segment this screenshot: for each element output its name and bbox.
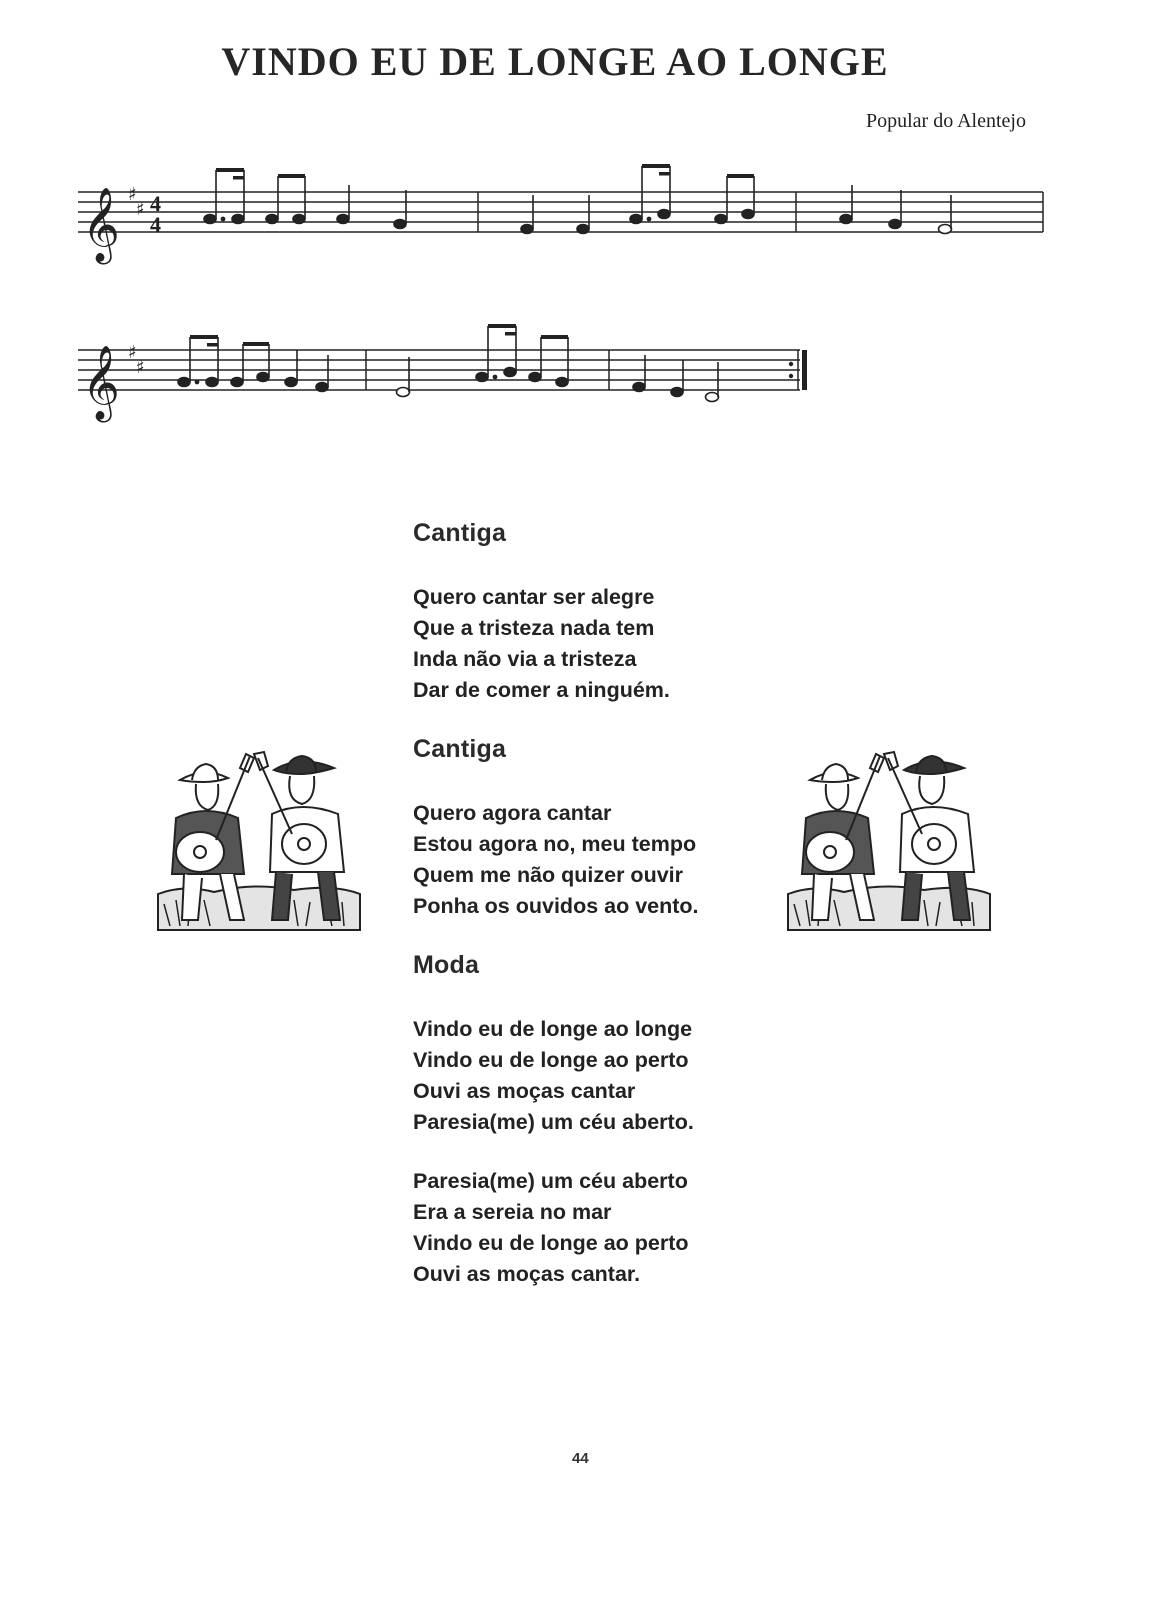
lyric-line: Vindo eu de longe ao perto [413,1048,689,1072]
note [633,383,645,392]
time-signature-top: 4 [150,191,161,216]
guitar-players-illustration-right [784,744,996,944]
note [257,373,269,382]
lyric-line: Dar de comer a ninguém. [413,678,670,702]
lyric-line: Vindo eu de longe ao perto [413,1231,689,1255]
stanza-4 [413,1166,833,1290]
lyric-line: Quero agora cantar [413,801,612,825]
lyric-line: Paresia(me) um céu aberto [413,1169,688,1193]
stanza-1 [413,518,833,706]
note [178,378,190,387]
repeat-dot [789,374,793,378]
note [206,378,218,387]
note [476,373,488,382]
time-signature-bottom: 4 [150,212,161,237]
song-subtitle: Popular do Alentejo [866,110,1026,132]
lyric-line: Quem me não quizer ouvir [413,863,683,887]
note [231,378,243,387]
lyrics [413,518,833,1290]
music-staff-2 [0,0,1163,440]
lyric-line: Quero cantar ser alegre [413,585,655,609]
note [671,388,683,397]
note [504,368,516,377]
treble-clef-icon: 𝄞 [82,346,120,420]
final-barline [802,350,807,390]
stanza-2 [413,734,833,922]
half-note [397,388,410,397]
lyric-line: Paresia(me) um céu aberto. [413,1110,694,1134]
sharp-icon: ♯ [136,199,145,220]
sharp-icon: ♯ [128,184,137,205]
half-note [706,393,719,402]
repeat-dot [789,362,793,366]
stanza-heading: Moda [413,951,480,979]
note [529,373,541,382]
lyric-line: Era a sereia no mar [413,1200,612,1224]
treble-clef-icon: 𝄞 [82,188,120,262]
lyric-line: Vindo eu de longe ao longe [413,1017,693,1041]
sharp-icon: ♯ [128,342,137,363]
note [556,378,568,387]
lyric-line: Ouvi as moças cantar [413,1079,636,1103]
stanza-heading: Cantiga [413,735,507,763]
sharp-icon: ♯ [136,357,145,378]
lyric-line: Estou agora no, meu tempo [413,832,697,856]
note [285,378,297,387]
lyric-line: Ouvi as moças cantar. [413,1262,641,1286]
guitar-players-illustration-left [154,744,366,944]
lyric-line: Ponha os ouvidos ao vento. [413,894,699,918]
stanza-3 [413,950,833,1138]
lyric-line: Inda não via a tristeza [413,647,637,671]
stanza-heading: Cantiga [413,519,507,547]
song-title: VINDO EU DE LONGE AO LONGE [221,39,889,84]
lyric-line: Que a tristeza nada tem [413,616,655,640]
note [316,383,328,392]
page-number: 44 [572,1450,589,1467]
